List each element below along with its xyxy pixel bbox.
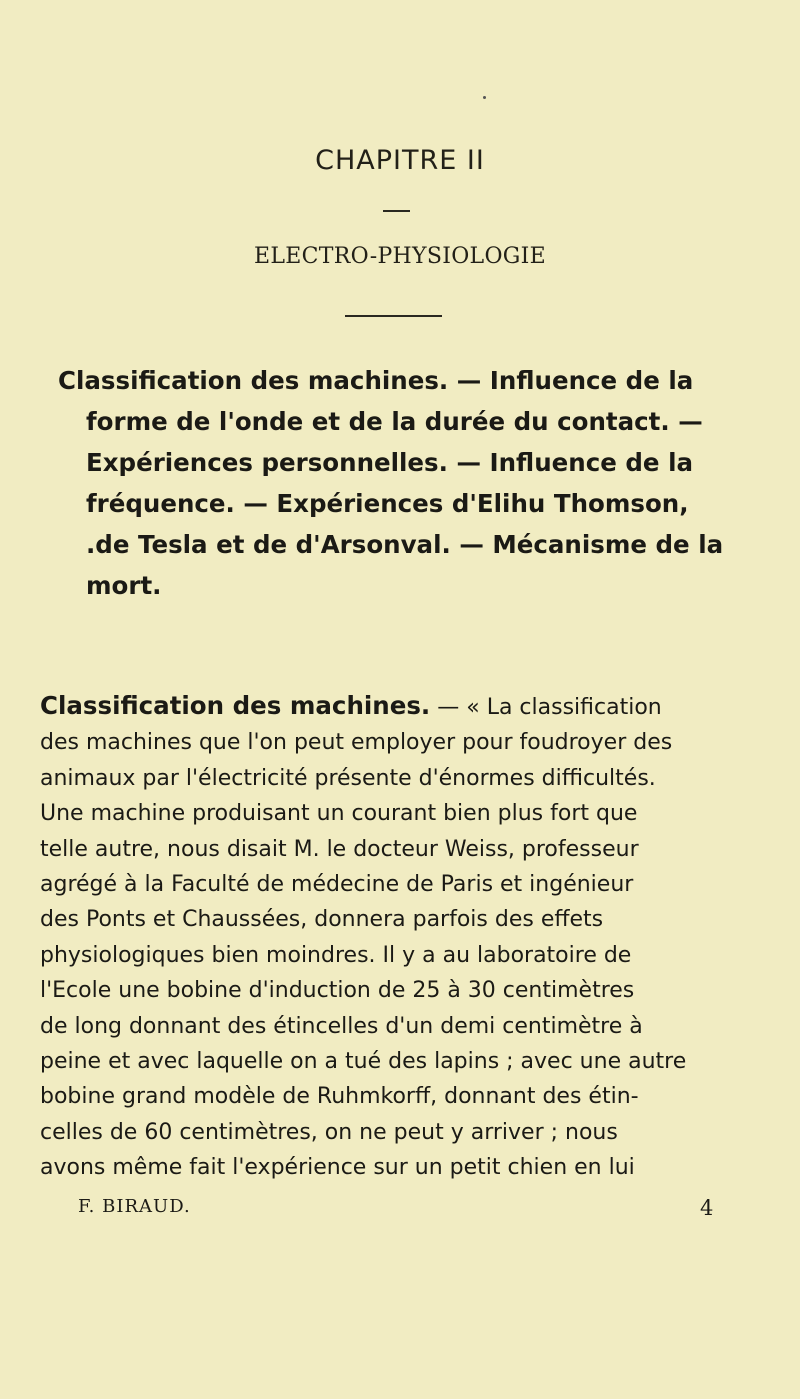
body-line: bobine grand modèle de Ruhmkorff, donnant des étin- — [40, 1084, 639, 1110]
summary-line: fréquence. — Expériences d'Elihu Thomson, — [86, 489, 689, 518]
print-speck — [483, 96, 486, 99]
summary-line: forme de l'onde et de la durée du contact. — — [86, 407, 703, 436]
first-line-rest: — « La classification — [430, 695, 662, 720]
body-line: des machines que l'on peut employer pour foudroyer des — [40, 730, 673, 756]
section-heading: Classification des machines. — [40, 691, 431, 720]
body-line: des Ponts et Chaussées, donnera parfois des effets — [40, 907, 604, 933]
short-divider — [383, 210, 410, 212]
paragraph-first-line — [40, 688, 754, 725]
body-line: telle autre, nous disait M. le docteur Weiss, professeur — [40, 836, 639, 862]
summary-line: .de Tesla et de d'Arsonval. — Mécanisme de la — [86, 530, 724, 559]
body-line: de long donnant des étincelles d'un demi centimètre à — [40, 1013, 643, 1039]
signature-number: 4 — [700, 1196, 714, 1220]
summary-line: mort. — [86, 571, 162, 600]
body-line: animaux par l'électricité présente d'énormes difficultés. — [40, 765, 656, 791]
chapter-heading: CHAPITRE II — [315, 145, 485, 176]
page-footer — [0, 1196, 800, 1226]
chapter-summary — [58, 360, 748, 606]
body-line: agrégé à la Faculté de médecine de Paris et ingénieur — [40, 872, 634, 898]
body-line: peine et avec laquelle on a tué des lapins ; avec une autre — [40, 1049, 687, 1075]
long-divider — [345, 315, 442, 317]
body-line: physiologiques bien moindres. Il y a au laboratoire de — [40, 942, 632, 968]
summary-line: Classification des machines. — Influence de la — [58, 366, 694, 395]
printer-signature: F. BIRAUD. — [78, 1196, 191, 1217]
body-line: celles de 60 centimètres, on ne peut y arriver ; nous — [40, 1119, 618, 1145]
body-line: Une machine produisant un courant bien plus fort que — [40, 801, 638, 827]
body-line: l'Ecole une bobine d'induction de 25 à 30 centimètres — [40, 978, 635, 1004]
summary-line: Expériences personnelles. — Influence de la — [86, 448, 693, 477]
chapter-title: ELECTRO-PHYSIOLOGIE — [253, 244, 547, 269]
body-line: avons même fait l'expérience sur un petit chien en lui — [40, 1155, 635, 1181]
body-text — [40, 688, 754, 1186]
